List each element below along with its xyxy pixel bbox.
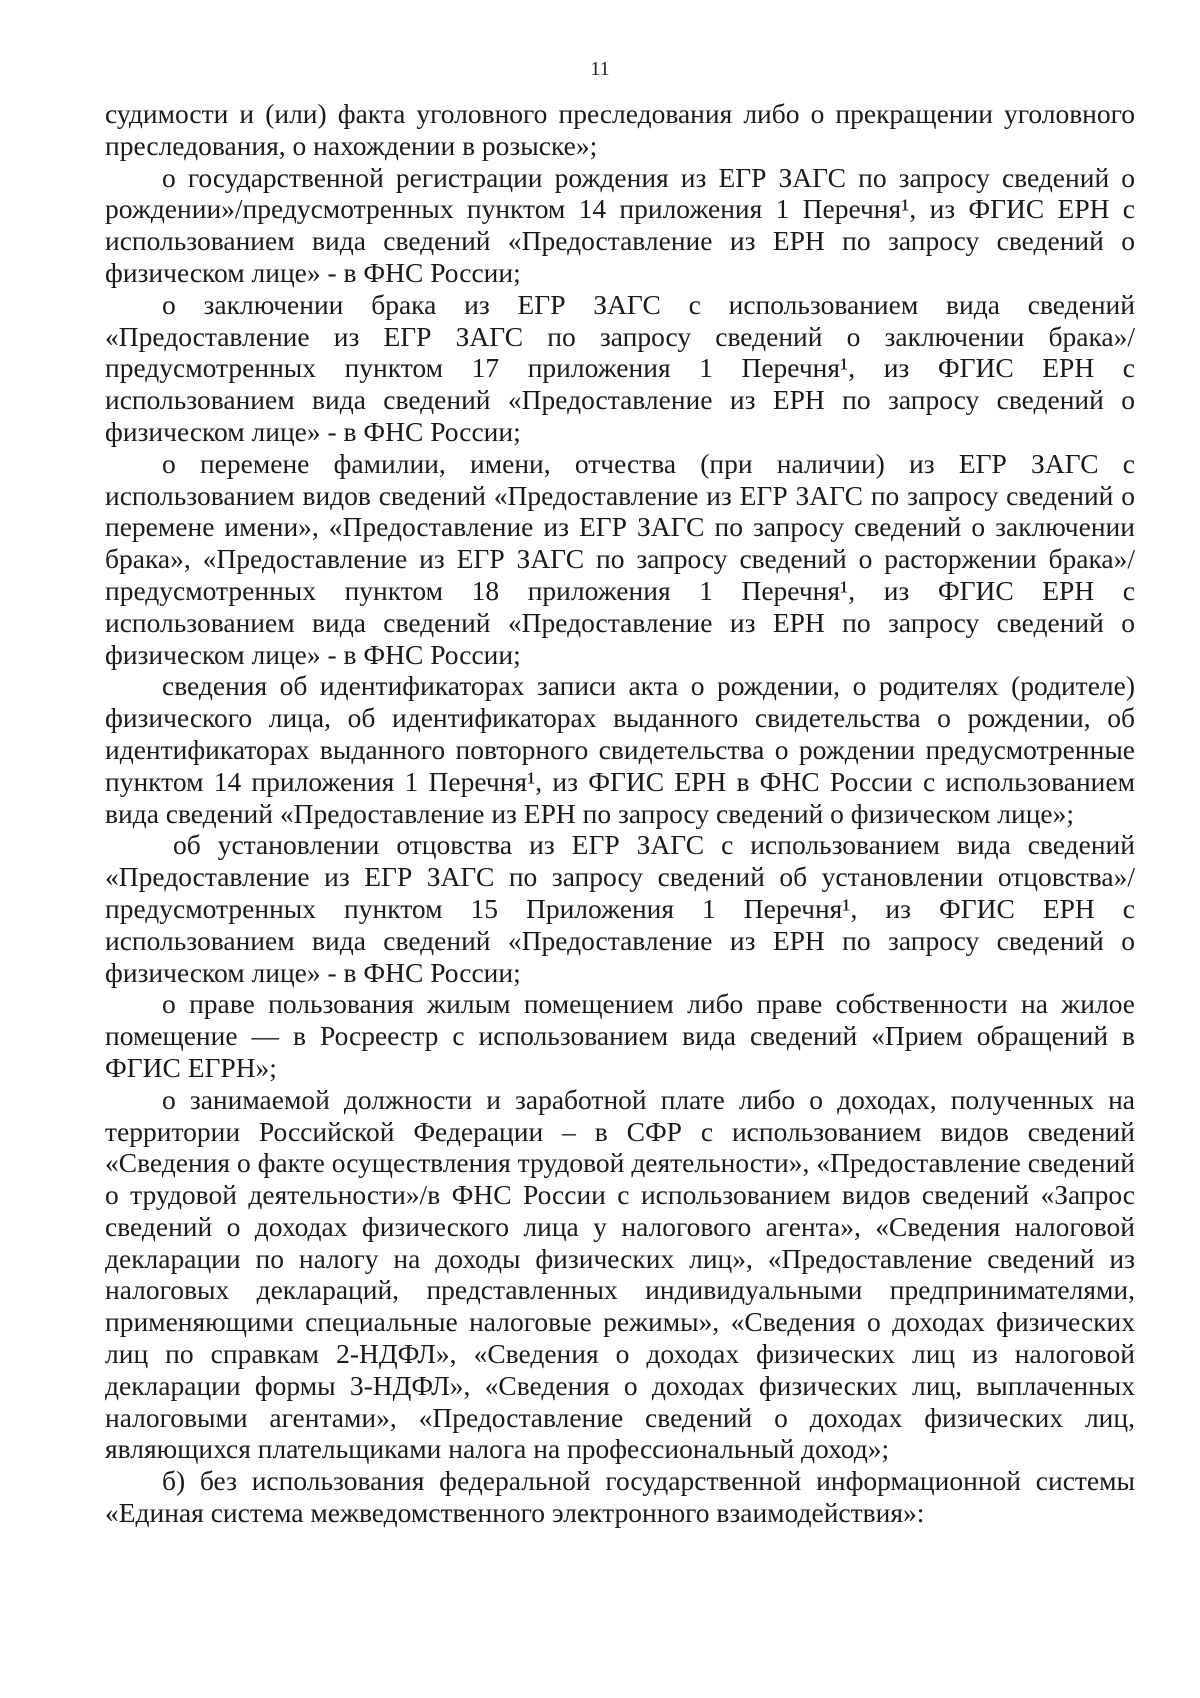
paragraph-without-smev: б) без использования федеральной государственной информационной системы «Единая система межведомственного электронного взаимодействия»: <box>105 1465 1135 1529</box>
paragraph-birth-registration: о государственной регистрации рождения из ЕГР ЗАГС по запросу сведений о рождении»/предусмотренных пунктом 14 приложения 1 Перечня¹, из ФГИС ЕРН с использованием вида сведений «Предоставление из ЕРН по запросу сведений о физическом лице» - в ФНС России; <box>105 161 1135 288</box>
paragraph-name-change: о перемене фамилии, имени, отчества (при наличии) из ЕГР ЗАГС с использованием видов сведений «Предоставление из ЕГР ЗАГС по запросу сведений о перемене имени», «Предоставление из ЕГР ЗАГС по запросу сведений о заключении брака», «Предоставление из ЕГР ЗАГС по запросу сведений о расторжении брака»/предусмотренных пунктом 18 приложения 1 Перечня¹, из ФГИС ЕРН с использованием вида сведений «Предоставление из ЕРН по запросу сведений о физическом лице» - в ФНС России; <box>105 447 1135 670</box>
paragraph-paternity: об установлении отцовства из ЕГР ЗАГС с использованием вида сведений «Предоставление из ЕГР ЗАГС по запросу сведений об установлении отцовства»/предусмотренных пунктом 15 Приложения 1 Перечня¹, из ФГИС ЕРН с использованием вида сведений «Предоставление из ЕРН по запросу сведений о физическом лице» - в ФНС России; <box>105 829 1135 988</box>
document-body <box>105 98 1135 1529</box>
paragraph-criminal-record-continuation: судимости и (или) факта уголовного преследования либо о прекращении уголовного преследования, о нахождении в розыске»; <box>105 98 1135 161</box>
paragraph-employment-income: о занимаемой должности и заработной плате либо о доходах, полученных на территории Российской Федерации – в СФР с использованием видов сведений «Сведения о факте осуществления трудовой деятельности», «Предоставление сведений о трудовой деятельности»/в ФНС России с использованием видов сведений «Запрос сведений о доходах физического лица у налогового агента», «Сведения налоговой декларации по налогу на доходы физических лиц», «Предоставление сведений из налоговых деклараций, представленных индивидуальными предпринимателями, применяющими специальные налоговые режимы», «Сведения о доходах физических лиц по справкам 2-НДФЛ», «Сведения о доходах физических лиц из налоговой декларации формы 3-НДФЛ», «Сведения о доходах физических лиц, выплаченных налоговыми агентами», «Предоставление сведений о доходах физических лиц, являющихся плательщиками налога на профессиональный доход»; <box>105 1083 1135 1465</box>
paragraph-marriage: о заключении брака из ЕГР ЗАГС с использованием вида сведений «Предоставление из ЕГР ЗАГС по запросу сведений о заключении брака»/предусмотренных пунктом 17 приложения 1 Перечня¹, из ФГИС ЕРН с использованием вида сведений «Предоставление из ЕРН по запросу сведений о физическом лице» - в ФНС России; <box>105 288 1135 447</box>
paragraph-birth-identifiers: сведения об идентификаторах записи акта о рождении, о родителях (родителе) физического лица, об идентификаторах выданного свидетельства о рождении, об идентификаторах выданного повторного свидетельства о рождении предусмотренные пунктом 14 приложения 1 Перечня¹, из ФГИС ЕРН в ФНС России с использованием вида сведений «Предоставление из ЕРН по запросу сведений о физическом лице»; <box>105 670 1135 829</box>
page-number: 11 <box>590 58 610 80</box>
paragraph-housing-rights: о праве пользования жилым помещением либо праве собственности на жилое помещение — в Росреестр с использованием вида сведений «Прием обращений в ФГИС ЕГРН»; <box>105 988 1135 1083</box>
